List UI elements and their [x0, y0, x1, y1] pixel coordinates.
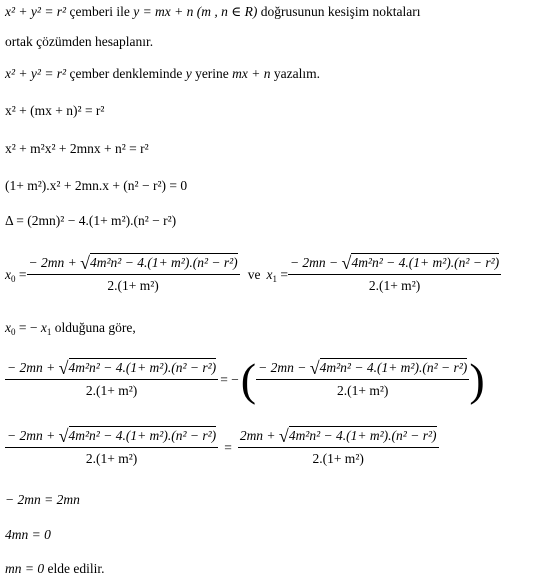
- x1-fraction: [288, 255, 501, 294]
- final-1: − 2mn = 2mn: [5, 492, 80, 507]
- eq2-lhs-fraction: $\frac{\text{− 2mn + √4m²n² − 4.(1+ m²).(n² − r²)}}{\text{2.(1+ m²)}}$: [7, 426, 217, 466]
- roots-row: [5, 255, 501, 294]
- x0-radicand: 4m²n² − 4.(1+ m²).(n² − r²): [90, 255, 238, 270]
- final-2: 4mn = 0: [5, 527, 51, 542]
- x0-fraction: [27, 255, 240, 294]
- x1-numerator: − 2mn − √4m²n² − 4.(1+ m²).(n² − r²): [289, 253, 500, 273]
- x0-numerator: − 2mn + √4m²n² − 4.(1+ m²).(n² − r²): [28, 253, 238, 273]
- intro-text-1: çemberi ile: [66, 4, 134, 19]
- equation-2: [5, 428, 439, 467]
- equation-1: $\frac{\text{− 2mn + √4m²n² − 4.(1+ m²).(n² − r²)}}{\text{2.(1+ m²)}}$ = − ( $\frac{\text{− 2mn − √4m²n² − 4.(1+ m²).(n² − r²)}}{\text{2.(1+ m²)}}$ ): [7, 353, 485, 405]
- eq1-mid: = −: [220, 371, 239, 387]
- sub-expr: mx + n: [232, 66, 271, 81]
- line-equation: y = mx + n (m , n ∈ R): [133, 4, 258, 19]
- step-2: x² + m²x² + 2mnx + n² = r²: [5, 141, 149, 156]
- x1-denominator: 2.(1+ m²): [368, 278, 421, 293]
- sub-text-1: çember denkleminde: [66, 66, 186, 81]
- eq2-mid: =: [224, 439, 232, 455]
- eq2-rhs-fraction: $\frac{\text{2mn + √4m²n² − 4.(1+ m²).(n² − r²)}}{\text{2.(1+ m²)}}$: [239, 426, 437, 466]
- intro-line-2: ortak çözümden hesaplanır.: [5, 34, 154, 49]
- sub-text-3: yazalım.: [270, 66, 321, 81]
- final-3: mn = 0 elde edilir.: [5, 561, 105, 576]
- step-3: (1+ m²).x² + 2mn.x + (n² − r²) = 0: [5, 178, 188, 193]
- intro-line: [5, 4, 421, 20]
- x0-label: $x_0$ =: [5, 266, 27, 284]
- sub-text-2: yerine: [191, 66, 233, 81]
- condition-line: $x_0$ = − $x_1$ olduğuna göre,: [5, 320, 136, 337]
- eq1-rhs-fraction: $\frac{\text{− 2mn − √4m²n² − 4.(1+ m²).(n² − r²)}}{\text{2.(1+ m²)}}$: [258, 358, 468, 398]
- intro-text-2: doğrusunun kesişim noktaları: [257, 4, 421, 19]
- circle-equation-2: x² + y² = r²: [5, 66, 67, 81]
- step-1: x² + (mx + n)² = r²: [5, 103, 105, 118]
- eq1-lhs-fraction: $\frac{\text{− 2mn + √4m²n² − 4.(1+ m²).(n² − r²)}}{\text{2.(1+ m²)}}$: [7, 358, 217, 398]
- substitution-sentence: [5, 66, 320, 82]
- x0-denominator: 2.(1+ m²): [107, 278, 159, 293]
- sub-var: y: [185, 66, 192, 81]
- step-4: Δ = (2mn)² − 4.(1+ m²).(n² − r²): [5, 213, 177, 228]
- x1-radicand: 4m²n² − 4.(1+ m²).(n² − r²): [351, 255, 500, 270]
- ve-connector: ve: [247, 266, 261, 282]
- x1-label: $x_1$ =: [266, 266, 288, 284]
- circle-equation: x² + y² = r²: [5, 4, 67, 19]
